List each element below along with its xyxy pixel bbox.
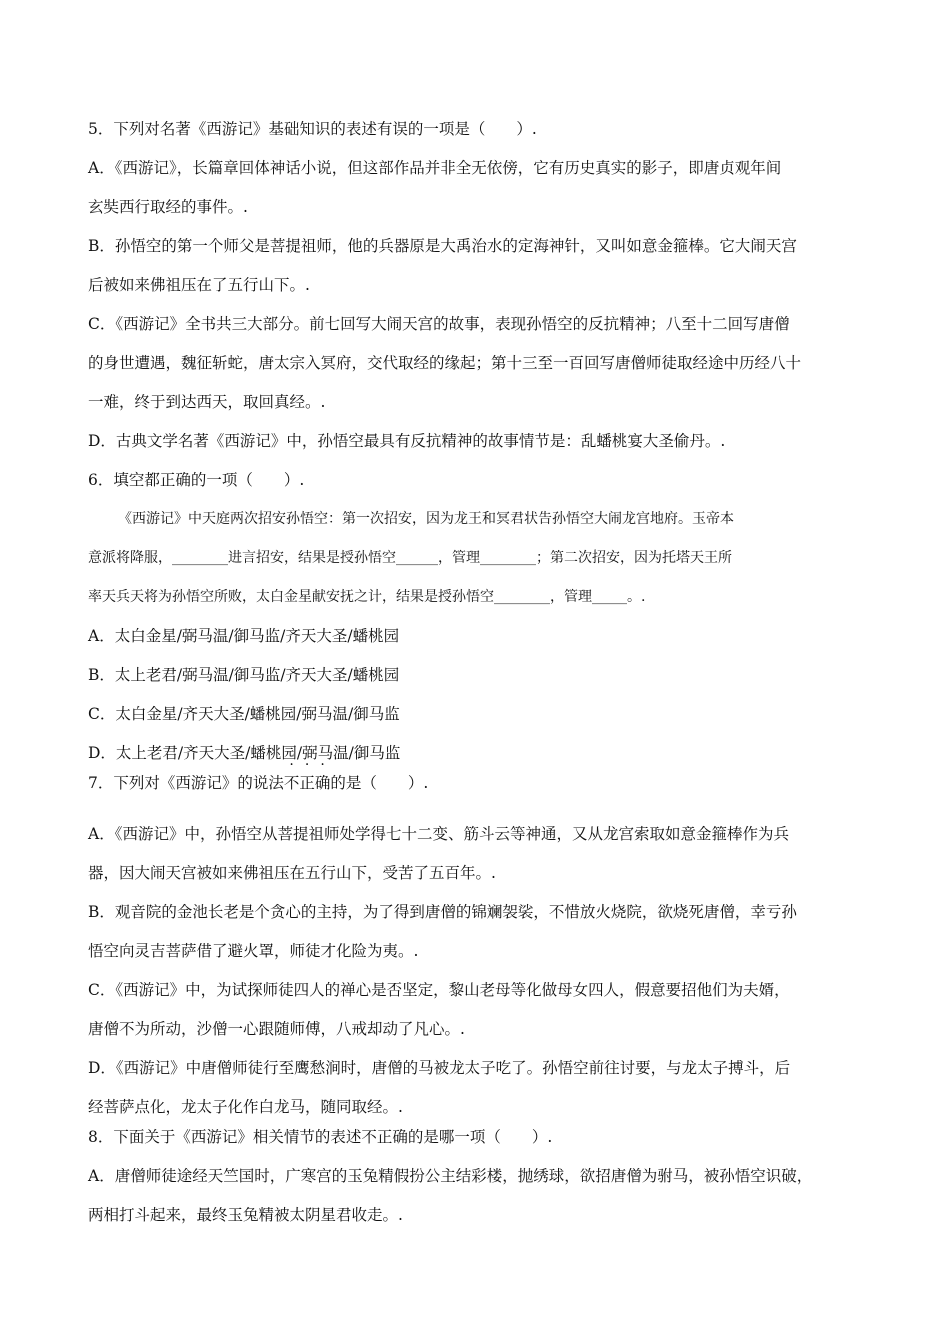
- question-7-stem: [88, 764, 868, 803]
- question-6-option-c: C．太白金星/齐天大圣/蟠桃园/弼马温/御马监: [88, 705, 400, 723]
- question-5-option-a-line-1: A．《西游记》，长篇章回体神话小说，但这部作品并非全无依傍，它有历史真实的影子，即唐贞观年间: [88, 159, 782, 177]
- question-6-option-d: D．太上老君/齐天大圣/蟠桃园/弼马温/御马监: [88, 744, 401, 762]
- question-5-stem: 5．下列对名著《西游记》基础知识的表述有误的一项是（ ）.: [88, 120, 537, 138]
- emphasis-char-3: 确: [314, 774, 331, 792]
- question-6-option-b: B．太上老君/弼马温/御马监/齐天大圣/蟠桃园: [88, 666, 400, 684]
- question-7-option-d-line-1: D．《西游记》中唐僧师徒行至鹰愁涧时，唐僧的马被龙太子吃了。孙悟空前往讨要，与龙太子搏斗，后: [88, 1059, 791, 1077]
- emphasis-char-2: 正: [299, 774, 315, 792]
- emphasis-char-1: 不: [283, 774, 300, 792]
- question-7-option-a-line-1: A．《西游记》中，孙悟空从菩提祖师处学得七十二变、筋斗云等神通，又从龙宫索取如意金箍棒作为兵: [88, 825, 789, 843]
- question-7: [88, 764, 868, 803]
- question-5-option-c-line-3: 一难，终于到达西天，取回真经。.: [88, 393, 326, 411]
- question-6-stem: 6．填空都正确的一项（ ）.: [88, 471, 305, 489]
- question-7-option-d-line-2: 经菩萨点化，龙太子化作白龙马，随同取经。.: [88, 1098, 403, 1116]
- question-5-option-b-line-2: 后被如来佛祖压在了五行山下。.: [88, 276, 310, 294]
- question-5-option-b-line-1: B．孙悟空的第一个师父是菩提祖师，他的兵器原是大禹治水的定海神针，又叫如意金箍棒。它大闹天宫: [88, 237, 797, 255]
- question-6-passage: [88, 500, 868, 617]
- question-8-option-a-line-1: A．唐僧师徒途经天竺国时，广寒宫的玉兔精假扮公主结彩楼，抛绣球，欲招唐僧为驸马，被孙悟空识破，: [88, 1167, 813, 1185]
- question-5-option-c-line-2: 的身世遭遇，魏征斩蛇，唐太宗入冥府，交代取经的缘起；第十三至一百回写唐僧师徒取经途中历经八十: [88, 354, 802, 372]
- question-6: [88, 461, 868, 773]
- question-7-option-b-line-1: B．观音院的金池长老是个贪心的主持，为了得到唐僧的锦斓袈裟，不惜放火烧院，欲烧死唐僧，幸亏孙: [88, 903, 797, 921]
- question-5-option-c-line-1: C．《西游记》全书共三大部分。前七回写大闹天宫的故事，表现孙悟空的反抗精神；八至十二回写唐僧: [88, 315, 790, 333]
- passage-line-1: 《西游记》中天庭两次招安孙悟空：第一次招安，因为龙王和冥君状告孙悟空大闹龙宫地府。玉帝本: [118, 511, 734, 527]
- question-8-stem: 8．下面关于《西游记》相关情节的表述不正确的是哪一项（ ）.: [88, 1128, 553, 1146]
- question-7-stem-suffix: 的是（ ）.: [330, 774, 429, 792]
- question-7-option-c-line-1: C．《西游记》中，为试探师徒四人的禅心是否坚定，黎山老母等化做母女四人，假意要招他们为夫婿，: [88, 981, 790, 999]
- question-8: [88, 1118, 868, 1235]
- question-7-option-b-line-2: 悟空向灵吉菩萨借了避火罩，师徒才化险为夷。.: [88, 942, 419, 960]
- question-7-stem-prefix: 7．下列对《西游记》的说法: [88, 774, 284, 792]
- question-7-option-a-line-2: 器，因大闹天宫被如来佛祖压在五行山下，受苦了五百年。.: [88, 864, 496, 882]
- question-5: [88, 110, 868, 461]
- passage-line-3: 率天兵天将为孙悟空所败，太白金星献安抚之计，结果是授孙悟空________，管理_____。.: [88, 589, 646, 605]
- passage-line-2: 意派将降服，________进言招安，结果是授孙悟空______，管理________；第二次招安，因为托塔天王所: [88, 550, 732, 566]
- question-7-options: [88, 815, 868, 1127]
- question-8-option-a-line-2: 两相打斗起来，最终玉兔精被太阴星君收走。.: [88, 1206, 403, 1224]
- question-5-option-a-line-2: 玄奘西行取经的事件。.: [88, 198, 248, 216]
- question-7-option-c-line-2: 唐僧不为所动，沙僧一心跟随师傅，八戒却动了凡心。.: [88, 1020, 465, 1038]
- question-6-option-a: A．太白金星/弼马温/御马监/齐天大圣/蟠桃园: [88, 627, 400, 645]
- question-5-option-d: D．古典文学名著《西游记》中，孙悟空最具有反抗精神的故事情节是：乱蟠桃宴大圣偷丹。.: [88, 432, 726, 450]
